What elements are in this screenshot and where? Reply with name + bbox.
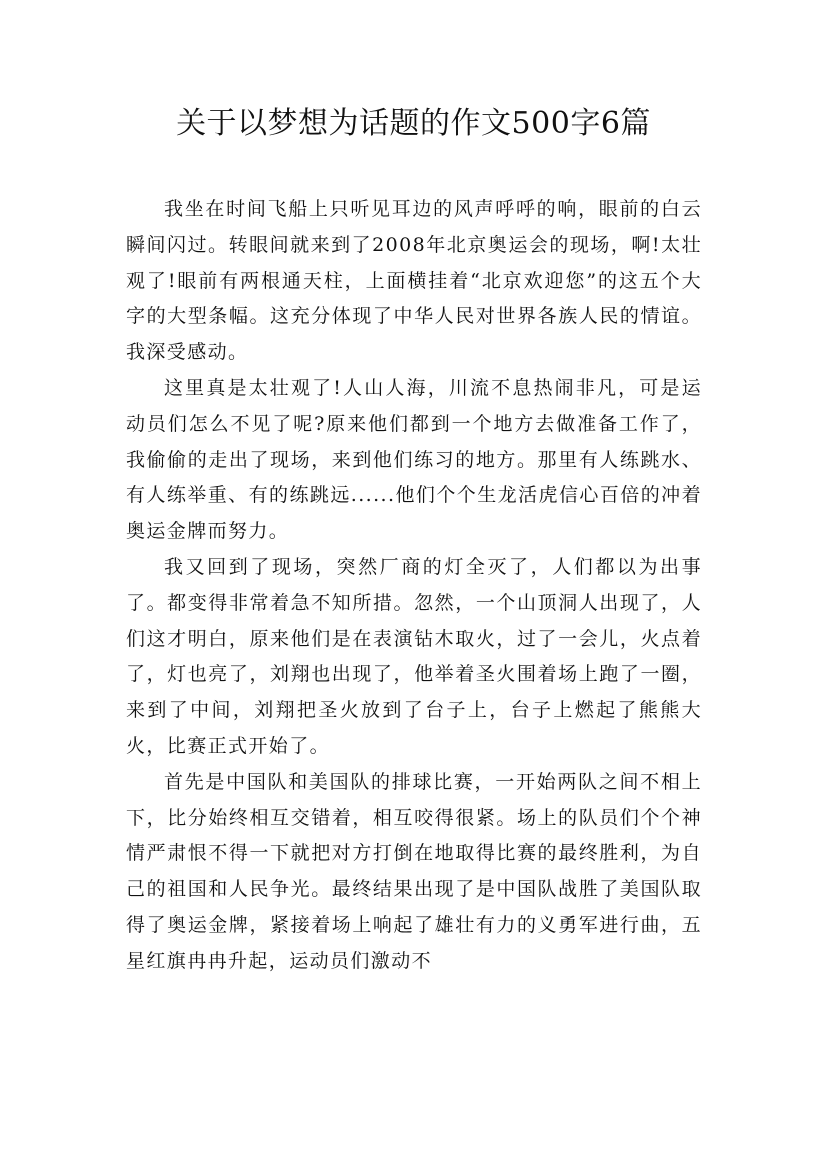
paragraph-3: 我又回到了现场，突然厂商的灯全灭了，人们都以为出事了。都变得非常着急不知所措。忽然，一个山顶洞人出现了，人们这才明白，原来他们是在表演钻木取火，过了一会儿，火点着了，灯也亮了，刘翔也出现了，他举着圣火围着场上跑了一圈，来到了中间，刘翔把圣火放到了台子上，台子上燃起了熊熊大火，比赛正式开始了。	[126, 555, 702, 757]
document-title: 关于以梦想为话题的作文500字6篇	[176, 106, 651, 141]
document-body	[126, 192, 702, 980]
paragraph-4: 首先是中国队和美国队的排球比赛，一开始两队之间不相上下，比分始终相互交错着，相互咬得很紧。场上的队员们个个神情严肃恨不得一下就把对方打倒在地取得比赛的最终胜利，为自己的祖国和人民争光。最终结果出现了是中国队战胜了美国队取得了奥运金牌，紧接着场上响起了雄壮有力的义勇军进行曲，五星红旗冉冉升起，运动员们激动不	[126, 770, 702, 972]
paragraph-1: 我坐在时间飞船上只听见耳边的风声呼呼的响，眼前的白云瞬间闪过。转眼间就来到了2008年北京奥运会的现场，啊!太壮观了!眼前有两根通天柱，上面横挂着“北京欢迎您”的这五个大字的大型条幅。这充分体现了中华人民对世界各族人民的情谊。我深受感动。	[126, 198, 702, 364]
paragraph-2: 这里真是太壮观了!人山人海，川流不息热闹非凡，可是运动员们怎么不见了呢?原来他们都到一个地方去做准备工作了，我偷偷的走出了现场，来到他们练习的地方。那里有人练跳水、有人练举重、有的练跳远......他们个个生龙活虎信心百倍的冲着奥运金牌而努力。	[126, 376, 702, 543]
